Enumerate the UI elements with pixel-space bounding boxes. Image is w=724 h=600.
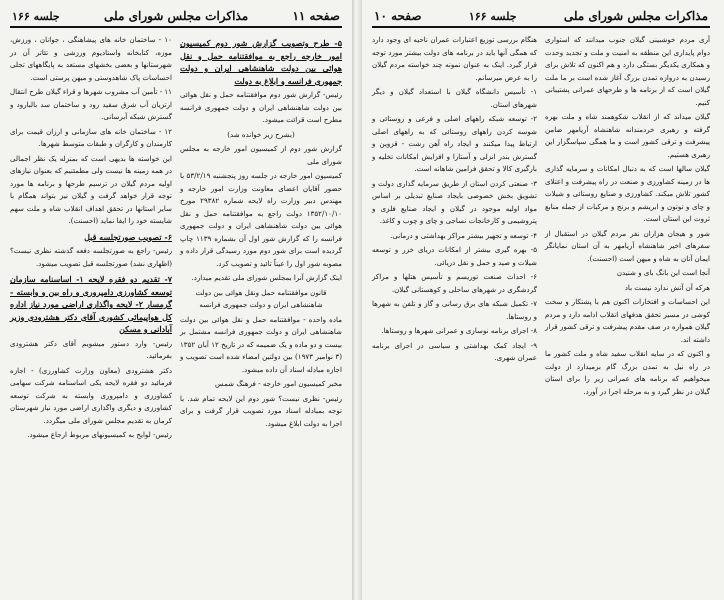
paragraph: ۸- اجرای برنامه نوسازی و عمرانی شهرها و روستاها. [381, 326, 537, 335]
centered-line: قانون موافقتنامه حمل ونقل هوائی بین دولت شاهنشاهی ایران و دولت جمهوری فرانسه [195, 287, 327, 309]
paragraph: ۳- صنعتی کردن استان از طریق سرمایه گذاری دولت و تشویق بخش خصوصی بایجاد صنایع تبدیلی بر اساس مواد اولیه موجود در گیلان و ایجاد صنایع فلزی و پتروشیمی و کارخانجات نساجی و چای و چوب و کاغذ. [372, 178, 537, 225]
right-page-label: صفحه ۱۰ [374, 9, 422, 23]
paragraph: رئیس- راجع به صورتجلسه دفعه گذشته نظری نیست؟ (اظهاری نشد) صورتجلسه قبل تصویب میشود. [10, 246, 172, 268]
section-heading: ۵- طرح وتصویب گزارش شور دوم کمیسیون امور خارجه راجع به موافقتنامه حمل و نقل هوائی بین دولت شاهنشاهی ایران و دولت جمهوری فرانسه و ابلاغ به دولت [180, 38, 342, 86]
paragraph: ۱- تأسیس دانشگاه گیلان با استعداد گیلان و دیگر شهرهای استان. [372, 87, 537, 109]
section-heading: ۶- تصویب صورتجلسه قبل [84, 231, 172, 242]
paragraph: هنگام بررسی توزیع اعتبارات عمران ناحیه ای وجود دارد که همگی آنها باید در برنامه های دولت بیشتر مورد توجه قرار گیرد. اینک به عنوان نمونه چند خواسته مردم گیلان را به عرض میرسانم. [372, 35, 537, 82]
centered-line: (بشرح زیر خوانده شد) [227, 129, 295, 139]
right-page-columns [372, 34, 710, 400]
paragraph: ماده واحده - موافقتنامه حمل و نقل هوائی بین دولت شاهنشاهی ایران و دولت جمهوری فرانسه مشتمل بر بیست و دو ماده و یک ضمیمه که در تاریخ ۱۲ آبان ۱۳۵۲ (۳ نوامبر ۱۹۷۳) بین دولتین امضاء شده است تصویب و اجازه مبادله اسناد آن داده میشود. [180, 314, 343, 374]
paragraph: ۴- توسعه و تجهیز بیشتر مراکز بهداشتی و درمانی. [390, 230, 537, 240]
left-page-right-column [180, 34, 342, 444]
paragraph: ۲- توسعه شبکه راههای اصلی و فرعی و روستائی و شوسه کردن راههای روستائی که به راههای اصلی ارتباط پیدا میکنند و ایجاد راه آهن رشت - قزوین و گسترش بندر انزلی و آستارا و افزایش امکانات تخلیه و بارگیری کالا و تحقق فرامین شاهانه است. [372, 114, 537, 173]
paragraph: رئیس- لوایح به کمیسیونهای مربوط ارجاع میشود. [27, 430, 172, 439]
book-gutter [352, 0, 362, 600]
paragraph: گیلان سالها است که به دنبال امکانات و سرمایه گذاری ها در زمینه کشاورزی و صنعت در راه پیشرفت و اعتلای کشور تلاش میکند. کشاورزی و صنایع روستائی و شیلات و چای و توتون و ابریشم و برنج و مرکبات از جمله منابع ثروت این استان است. [545, 164, 710, 223]
paragraph: شور و هیجان هزاران نفر مردم گیلان در استقبال از سفرهای اخیر شاهنشاه آریامهر به آن استان نمایانگر ایمان آنان به شاه و میهن است (احسنت). [545, 228, 710, 263]
paragraph: مخبر کمیسیون امور خارجه - فرهنگ شمس [215, 379, 342, 388]
right-page-right-column [545, 34, 710, 400]
paragraph: ۱۱ - تأمین آب مشروب شهرها و قراء گیلان طرح انتقال ارتزیان آب شرق سفید رود و ساختمان سد بالبارود و گسترش شبکه آبرسانی. [10, 87, 172, 121]
left-page [0, 0, 352, 600]
right-page-session: جلسه ۱۶۶ [468, 9, 517, 23]
paragraph: ۷- تکمیل شبکه های برق رسانی و گاز و تلفن به شهرها و روستاها. [372, 299, 537, 321]
left-page-session: جلسه ۱۶۶ [12, 9, 60, 23]
paragraph: دکتر هشترودی (معاون وزارت کشاورزی) - اجازه فرمائید دو فقره لایحه یکی اساسنامه شرکت سهامی کشاورزی و دامپروری وابسته به شرکت توسعه کشاورزی و دیگری واگذاری اراضی مورد نیاز شهرستان کرمان به تقدیم مجلس شورای ملی میگردد. [10, 365, 172, 425]
paragraph: آنجا است این بانگ بای و شنیدن [616, 268, 710, 277]
paragraph: ۱۰ - ساختمان خانه های پیشاهنگی ، جوانان ، ورزش، موزه، کتابخانه واستادیوم ورزشی و تئاتر آن در شهرستانها و بعضی بخشهای مستعد به پایگاههای تجلی احساسات پاک شاهدوستی و میهن پرستی است. [10, 35, 172, 82]
left-page-columns [10, 34, 342, 444]
paragraph: رئیس- وارد دستور میشویم آقای دکتر هشترودی بفرمائید. [10, 338, 172, 360]
right-page-header [372, 6, 710, 28]
left-page-left-column [10, 34, 172, 444]
left-page-header [10, 6, 342, 28]
paragraph: ۶- احداث صنعت توریسم و تأسیس هتلها و مراکز گردشگری در شهرهای ساحلی و کوهستانی گیلان. [372, 272, 537, 294]
section-heading: ۷- تقدیم دو فقره لایحه ۱- اساسنامه سازمان توسعه کشاورزی دامپروری و راه بین و وابسته - گرمسار ۲- لایحه واگذاری اراضی مورد نیاز اداره کل هواپیمائی کشوری آقای دکتر هشترودی وزیر آبادانی و مسکن [10, 274, 173, 334]
paragraph: هرکه آن آتش ندارد نیست باد [624, 282, 710, 292]
right-page-left-column [372, 34, 537, 400]
paragraph: گزارش شور دوم از کمیسیون امور خارجه به مجلس شورای ملی [180, 144, 342, 166]
right-page-title: مذاکرات مجلس شورای ملی [563, 9, 708, 23]
paragraph: گیلان میداند که از انقلاب شکوهمند شاه و ملت بهره گرفته و رهبری خردمندانه شاهنشاه آریامهر ضامن پیشرفت و ترقی کشور است و ما همگی سپاسگزار این رهبری هستیم. [545, 112, 710, 159]
paragraph: اینک گزارش آنرا بمجلس شورای ملی تقدیم میدارد. [191, 273, 342, 282]
paragraph: رئیس- نظری نیست؟ شور دوم این لایحه تمام شد. با توجه بمبادله اسناد مورد تصویب قرار گرفت و برای اجرا به دولت ابلاغ میشود. [180, 393, 342, 428]
paragraph: ۵- بهره گیری بیشتر از امکانات دریای خزر و توسعه شیلات و صید و حمل و نقل دریائی. [372, 245, 537, 267]
paragraph: این احساسات و افتخارات اکنون هم با پشتکار و سخت کوشی در مسیر تحقق هدفهای انقلاب ادامه دارد و مردم گیلان همواره در صف مقدم پیشرفت و ترقی کشور قرار داشته اند. [545, 297, 710, 344]
paragraph: کمیسیون امور خارجه در جلسه روز پنجشنبه ۵۳/۲/۱۹ با حضور آقایان اعضای معاونت وزارت امور خارجه و مهندس دبیر وزارت راه لایحه شماره ۲۹۳۸۲ مورخ ۱۳۵۲/۱۰/۱۰ دولت راجع به موافقتنامه حمل و نقل هوائی بین دولت شاهنشاهی ایران و دولت جمهوری فرانسه را که گزارش شور اول آن بشماره ۱۱۳۹ چاپ گردیده است برای شور دوم مورد رسیدگی قرار داده و مصوبه شور اول را عیناً تائید و تصویب کرد. [180, 171, 343, 268]
right-page [362, 0, 724, 600]
left-page-label: صفحه ۱۱ [292, 9, 340, 23]
paragraph: ۹- ایجاد کمک بهداشتی و سیاسی در اجرای برنامه عمران شهری. [372, 340, 537, 362]
paragraph: رئیس- گزارش شور دوم موافقتنامه حمل و نقل هوائی بین دولت شاهنشاهی ایران و دولت جمهوری فرانسه مطرح است قرائت میشود. [180, 90, 342, 124]
left-page-title: مذاکرات مجلس شورای ملی [104, 9, 249, 23]
paragraph: این خواسته ها بدیهی است که بمنزله یک نظر اجمالی در همه زمینه ها نیست ولی مطمئنیم که بعنوان نیازهای اولیه مردم گیلان در ترسیم طرحها و برنامه ها مورد توجه قرار خواهد گرفت و گیلان نیز بتواند همگام با سایر استانها در تحقق اهداف انقلاب شاه و ملت سهم شایسته خود را ایفا نماید (احسنت). [10, 153, 172, 225]
paragraph: آری مردم خوشبینی گیلان جنوب میدانند که استواری دوام پایداری این منطقه به امنیت و ملت و تجدید وحدت و همکاری یکدیگر بستگی دارد و هم اکنون که تلاش برای رسیدن به دروازه تمدن بزرگ آغاز شده است بر ما ملت گیلان است که از برنامه ها و طرحهای عمرانی پشتیبانی کنیم. [545, 35, 710, 107]
paragraph: ۱۲ - ساختمان خانه های سازمانی و ارزان قیمت برای کارمندان و کارگران و طبقات متوسط شهرها. [10, 126, 172, 148]
paragraph: و اکنون که در سایه انقلاب سفید شاه و ملت کشور ما در راه نیل به تمدن بزرگ گام برمیدارد از دولت میخواهیم که برنامه های عمرانی زیر را برای استان گیلان در نظر گیرد و به مرحله اجرا در آورد. [545, 349, 710, 396]
